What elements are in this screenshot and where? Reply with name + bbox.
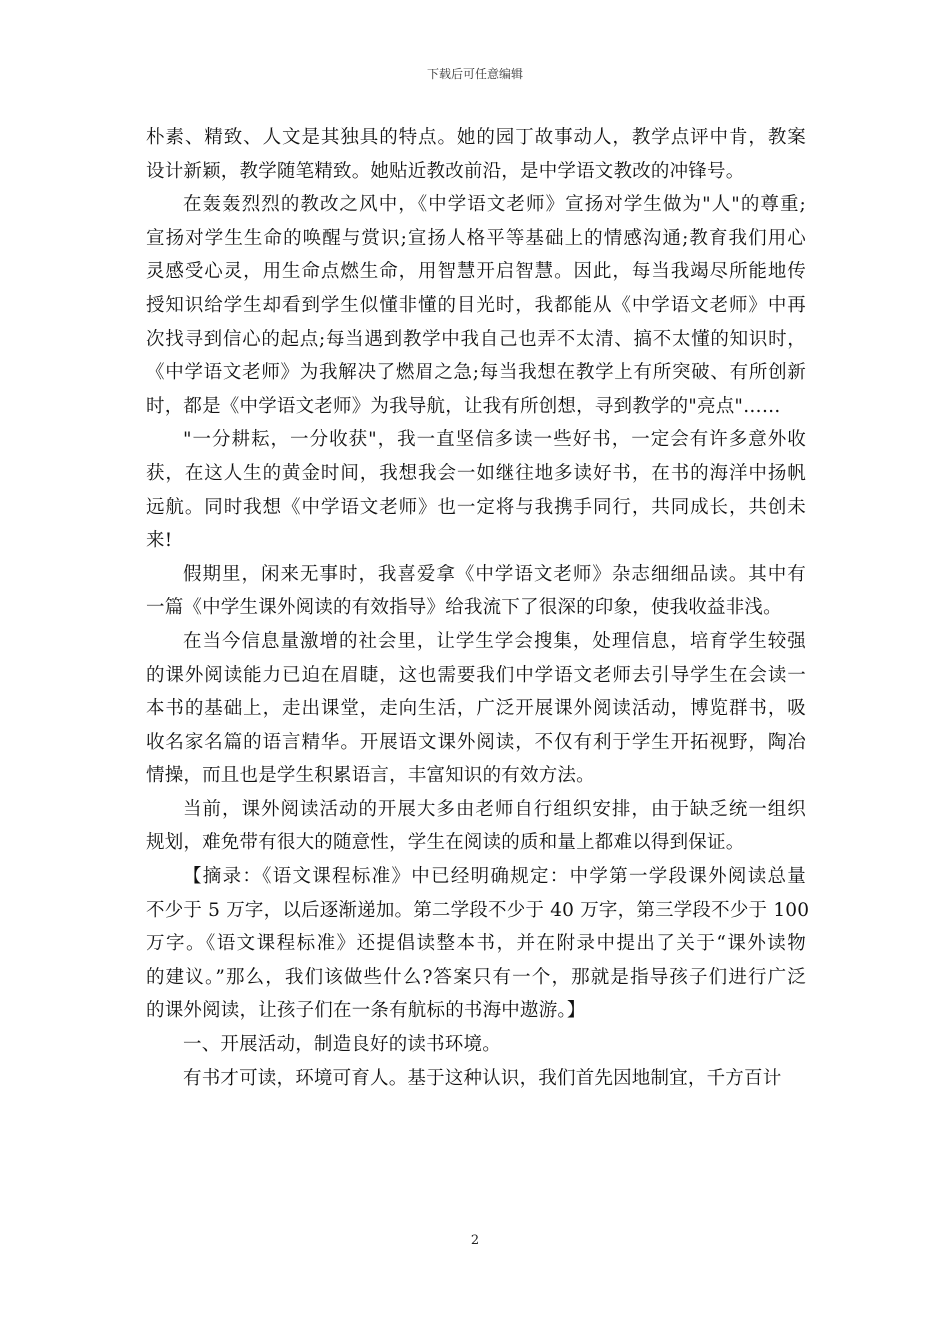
text-line: 次找寻到信心的起点;每当遇到教学中我自己也弄不太清、搞不太懂的知识时， <box>146 328 806 350</box>
page-header: 下载后可任意编辑 <box>426 67 523 81</box>
paragraph <box>146 793 806 860</box>
text-line: "一分耕耘，一分收获"，我一直坚信多读一些好书，一定会有许多意外收 <box>183 429 806 451</box>
text-line: 不少于 5 万字，以后逐渐递加。第二学段不少于 40 万字，第三学段不少于 100 <box>146 899 810 921</box>
text-line: 万字。《语文课程标准》还提倡读整本书，并在附录中提出了关于“课外读物 <box>146 933 806 955</box>
text-line: 本书的基础上，走出课堂，走向生活，广泛开展课外阅读活动，博览群书，吸 <box>146 698 806 720</box>
text-line: 收名家名篇的语言精华。开展语文课外阅读，不仅有利于学生开拓视野，陶冶 <box>146 731 806 753</box>
paragraph <box>146 1028 806 1062</box>
paragraph <box>146 860 810 1028</box>
text-line: 一、开展活动，制造良好的读书环境。 <box>183 1034 501 1056</box>
paragraph <box>146 423 806 557</box>
text-line: 朴素、精致、人文是其独具的特点。她的园丁故事动人，教学点评中肯，教案 <box>146 127 806 148</box>
text-line: 的课外阅读，让孩子们在一条有航标的书海中遨游。】 <box>146 1000 586 1022</box>
text-line: 来! <box>146 530 173 552</box>
page-number: 2 <box>470 1233 480 1248</box>
text-line: 在轰轰烈烈的教改之风中，《中学语文老师》宣扬对学生做为"人"的尊重; <box>183 194 806 216</box>
paragraph <box>146 1062 806 1096</box>
document-body <box>146 121 810 1095</box>
text-line: 假期里，闲来无事时，我喜爱拿《中学语文老师》杂志细细品读。其中有 <box>183 563 806 585</box>
text-line: 的课外阅读能力已迫在眉睫，这也需要我们中学语文老师去引导学生在会读一 <box>146 664 806 686</box>
text-line: 《中学语文老师》为我解决了燃眉之急;每当我想在教学上有所突破、有所创新 <box>146 362 806 384</box>
text-line: 【摘录：《语文课程标准》中已经明确规定：中学第一学段课外阅读总量 <box>183 866 806 888</box>
text-line: 在当今信息量激增的社会里，让学生学会搜集，处理信息，培育学生较强 <box>183 630 806 652</box>
paragraph <box>146 558 806 625</box>
text-line: 时，都是《中学语文老师》为我导航，让我有所创想，寻到教学的"亮点"…… <box>146 395 781 417</box>
text-line: 规划，难免带有很大的随意性，学生在阅读的质和量上都难以得到保证。 <box>146 832 745 854</box>
paragraph <box>146 188 806 423</box>
text-line: 的建议。”那么，我们该做些什么?答案只有一个，那就是指导孩子们进行广泛 <box>146 966 806 988</box>
text-line: 宣扬对学生生命的唤醒与赏识;宣扬人格平等基础上的情感沟通;教育我们用心 <box>146 227 806 249</box>
text-line: 有书才可读，环境可育人。基于这种认识，我们首先因地制宜，千方百计 <box>183 1067 782 1089</box>
text-line: 远航。同时我想《中学语文老师》也一定将与我携手同行，共同成长，共创未 <box>146 496 806 518</box>
text-line: 当前，课外阅读活动的开展大多由老师自行组织安排，由于缺乏统一组织 <box>183 798 806 820</box>
text-line: 获，在这人生的黄金时间，我想我会一如继往地多读好书，在书的海洋中扬帆 <box>146 462 806 484</box>
paragraph <box>146 625 806 793</box>
text-line: 灵感受心灵，用生命点燃生命，用智慧开启智慧。因此，每当我竭尽所能地传 <box>146 261 806 283</box>
text-line: 一篇《中学生课外阅读的有效指导》给我流下了很深的印象，使我收益非浅。 <box>146 597 782 619</box>
text-line: 设计新颖，教学随笔精致。她贴近教改前沿，是中学语文教改的冲锋号。 <box>146 160 745 182</box>
text-line: 授知识给学生却看到学生似懂非懂的目光时，我都能从《中学语文老师》中再 <box>146 294 806 316</box>
paragraph <box>146 121 806 188</box>
text-line: 情操，而且也是学生积累语言，丰富知识的有效方法。 <box>146 765 595 787</box>
